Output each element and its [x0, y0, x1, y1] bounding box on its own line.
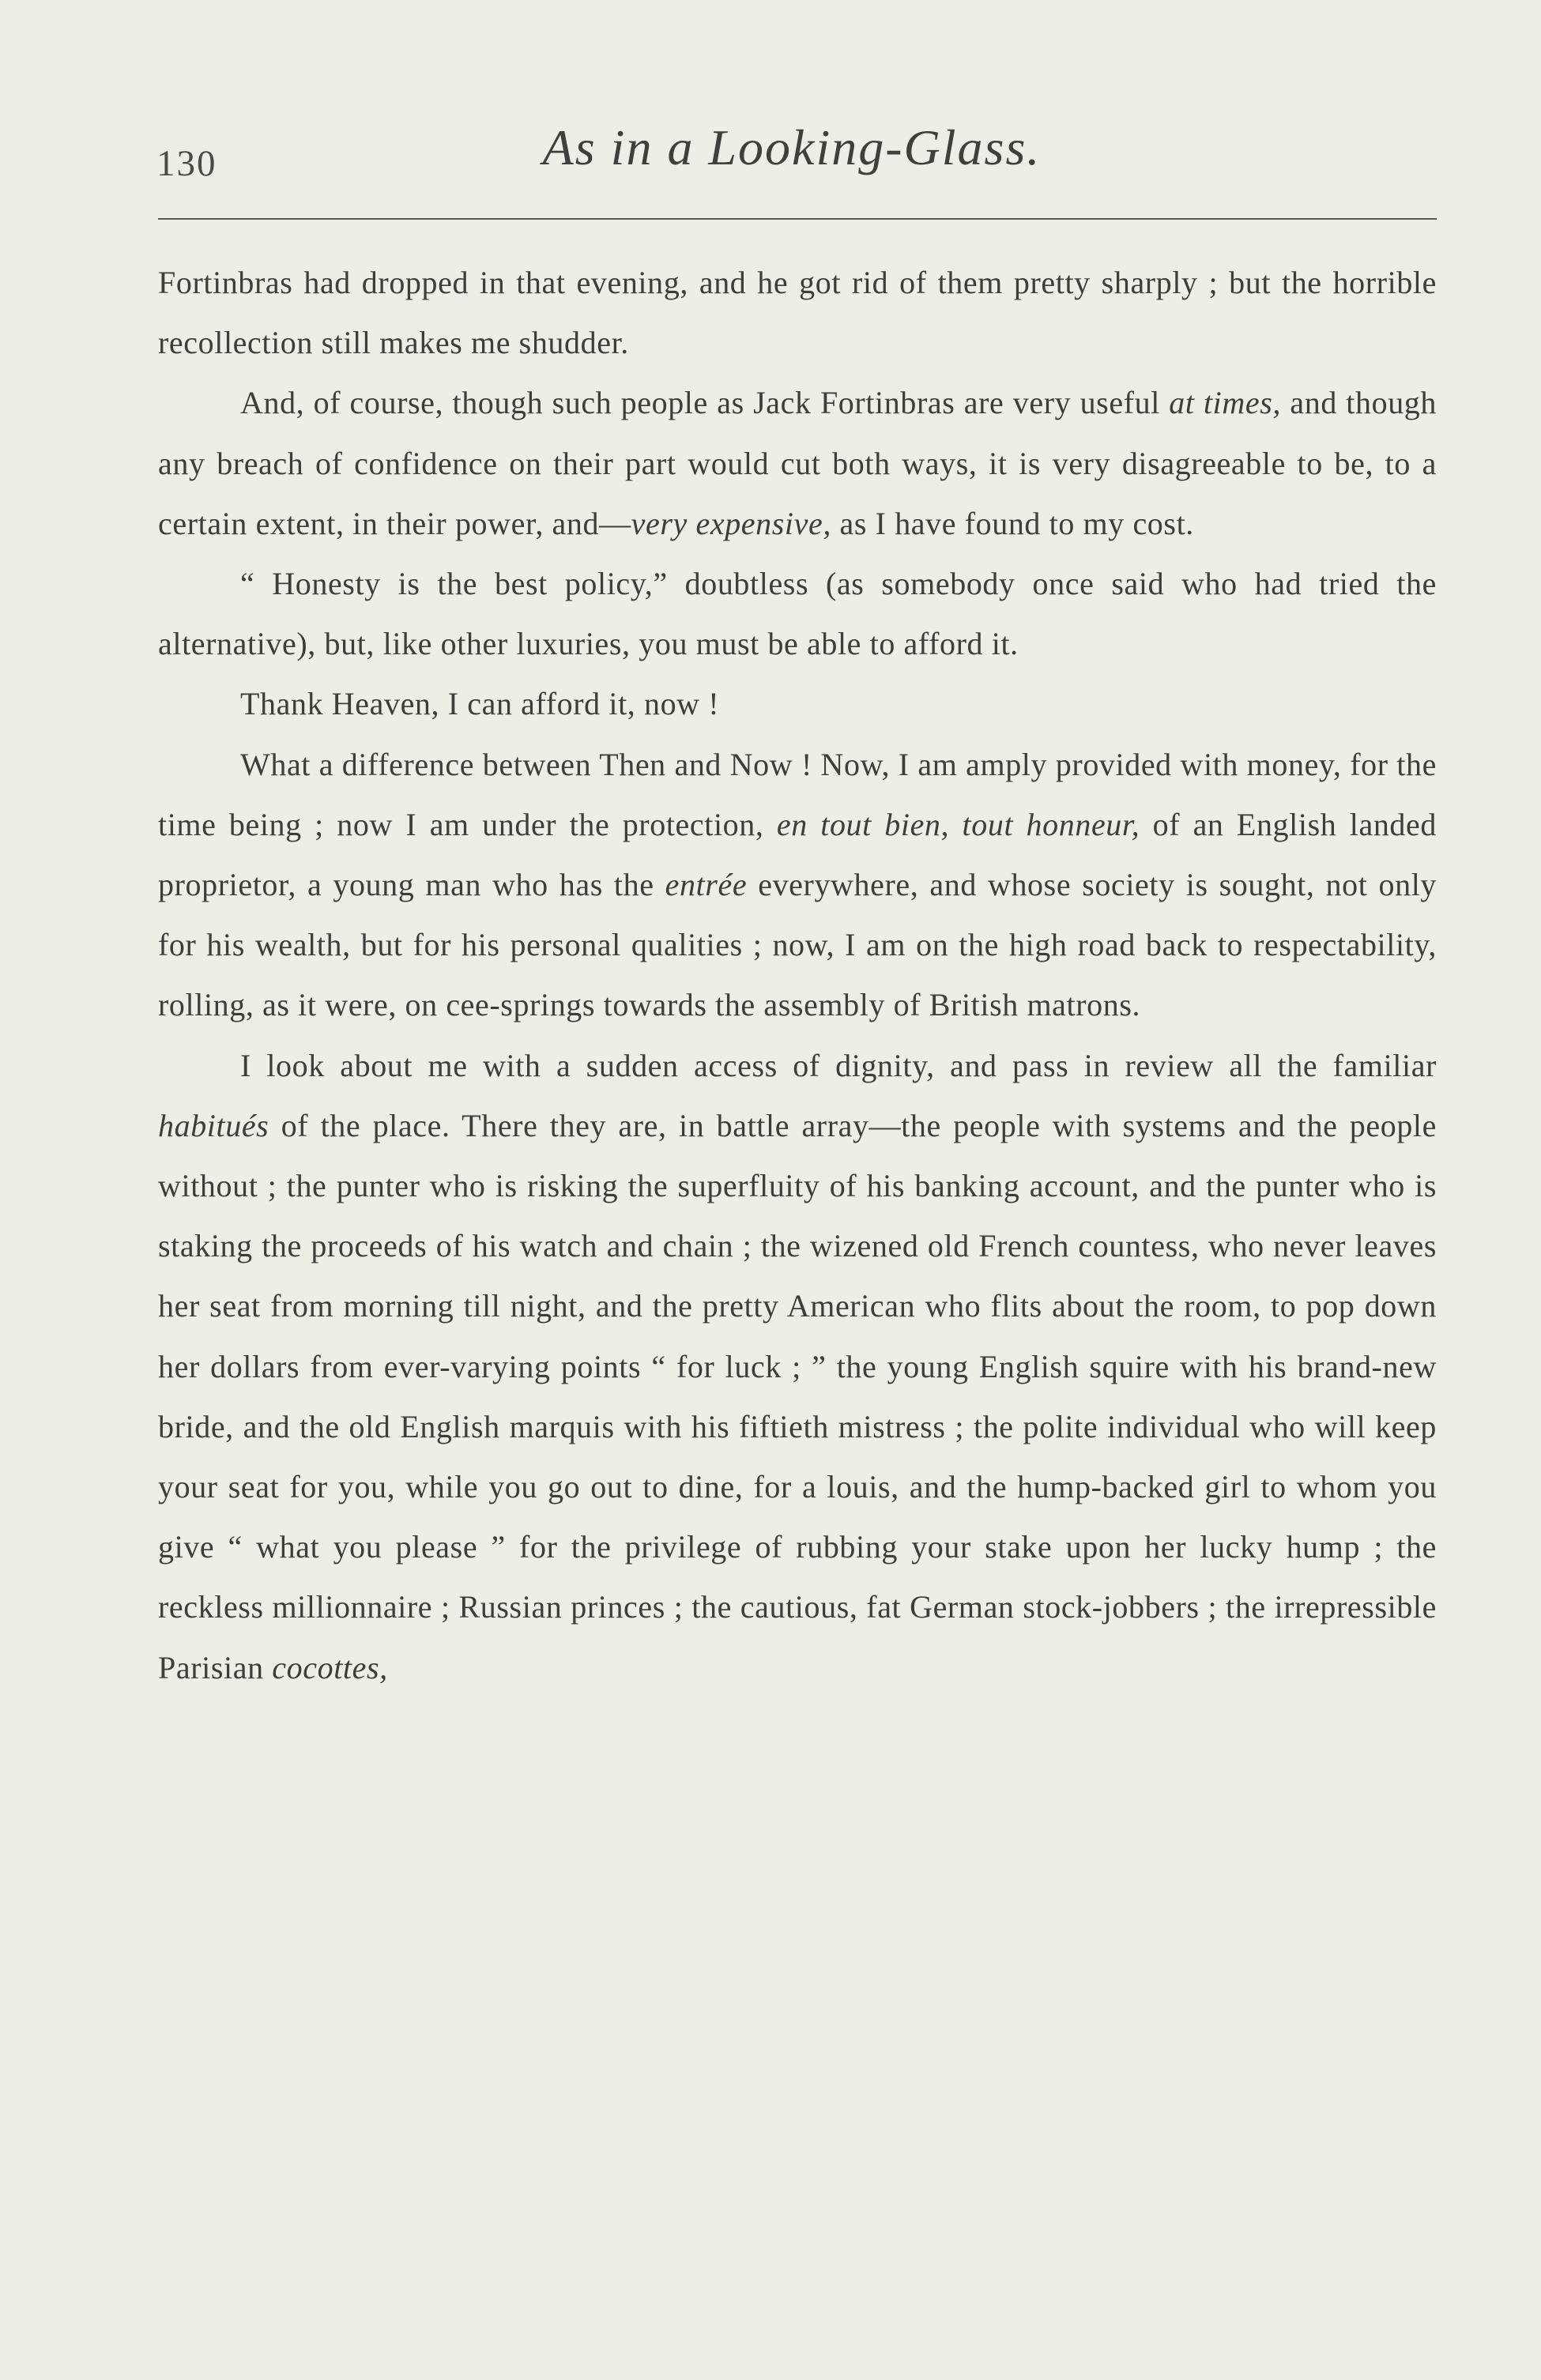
text-run: as I have found to my cost.: [831, 505, 1194, 541]
running-title: As in a Looking-Glass.: [542, 119, 1042, 175]
italic-text: habitués: [158, 1107, 269, 1143]
text-run: Thank Heaven, I can afford it, now !: [240, 686, 720, 722]
italic-text: very expensive,: [631, 505, 831, 541]
header-rule: [158, 218, 1437, 220]
italic-text: entrée: [665, 867, 748, 903]
paragraph: [158, 1036, 1437, 1698]
paragraph: [158, 674, 1437, 734]
paragraph: [158, 253, 1437, 373]
italic-text: at times,: [1169, 385, 1282, 421]
paragraph: [158, 735, 1437, 1036]
italic-text: cocottes,: [272, 1649, 388, 1685]
text-run: Fortinbras had dropped in that evening, and he got rid of them pretty sharply ; but the horrible recollection still makes me shudder.: [158, 265, 1437, 361]
italic-text: en tout bien, tout honneur,: [776, 806, 1140, 842]
text-run: What a difference between Then and Now ! Now, I am amply provided with money, for the time being ; now I am under the protection,: [158, 746, 1437, 842]
text-run: And, of course, though such people as Jack Fortinbras are very useful: [240, 385, 1170, 421]
paragraph: [158, 554, 1437, 674]
page-number: 130: [156, 143, 217, 184]
text-run: “ Honesty is the best policy,” doubtless (as somebody once said who had tried the alternative), but, like other luxuries, you must be able to afford it.: [158, 566, 1437, 662]
text-run: of the place. There they are, in battle array—the people with systems and the people without ; the punter who is risking the superfluity of his banking account, and the punter who is staking the proceeds of his watch and chain ; the wizened old French countess, who never leaves her seat from morning till night, and the pretty American who flits about the room, to pop down her dollars from ever-varying points “ for luck ; ” the young English squire with his brand-new bride, and the old English marquis with his fiftieth mistress ; the polite individual who will keep your seat for you, while you go out to dine, for a louis, and the hump-backed girl to whom you give “ what you please ” for the privilege of rubbing your stake upon her lucky hump ; the reckless millionnaire ; Russian princes ; the cautious, fat German stock-jobbers ; the irrepressible Parisian: [158, 1107, 1437, 1685]
text-run: everywhere, and whose society is sought, not only for his wealth, but for his personal qualities ; now, I am on the high road back to respectability, rolling, as it were, on cee-springs towards the assembly of British matrons.: [158, 867, 1437, 1023]
page-header: [152, 119, 1432, 205]
body-text: [158, 253, 1437, 1698]
paragraph: [158, 373, 1437, 554]
text-run: I look about me with a sudden access of dignity, and pass in review all the familiar: [240, 1047, 1437, 1083]
text-run: of an English landed proprietor, a young man who has the: [158, 806, 1437, 903]
text-run: and though any breach of confidence on their part would cut both ways, it is very disagreeable to be, to a certain extent, in their power, and—: [158, 385, 1437, 541]
